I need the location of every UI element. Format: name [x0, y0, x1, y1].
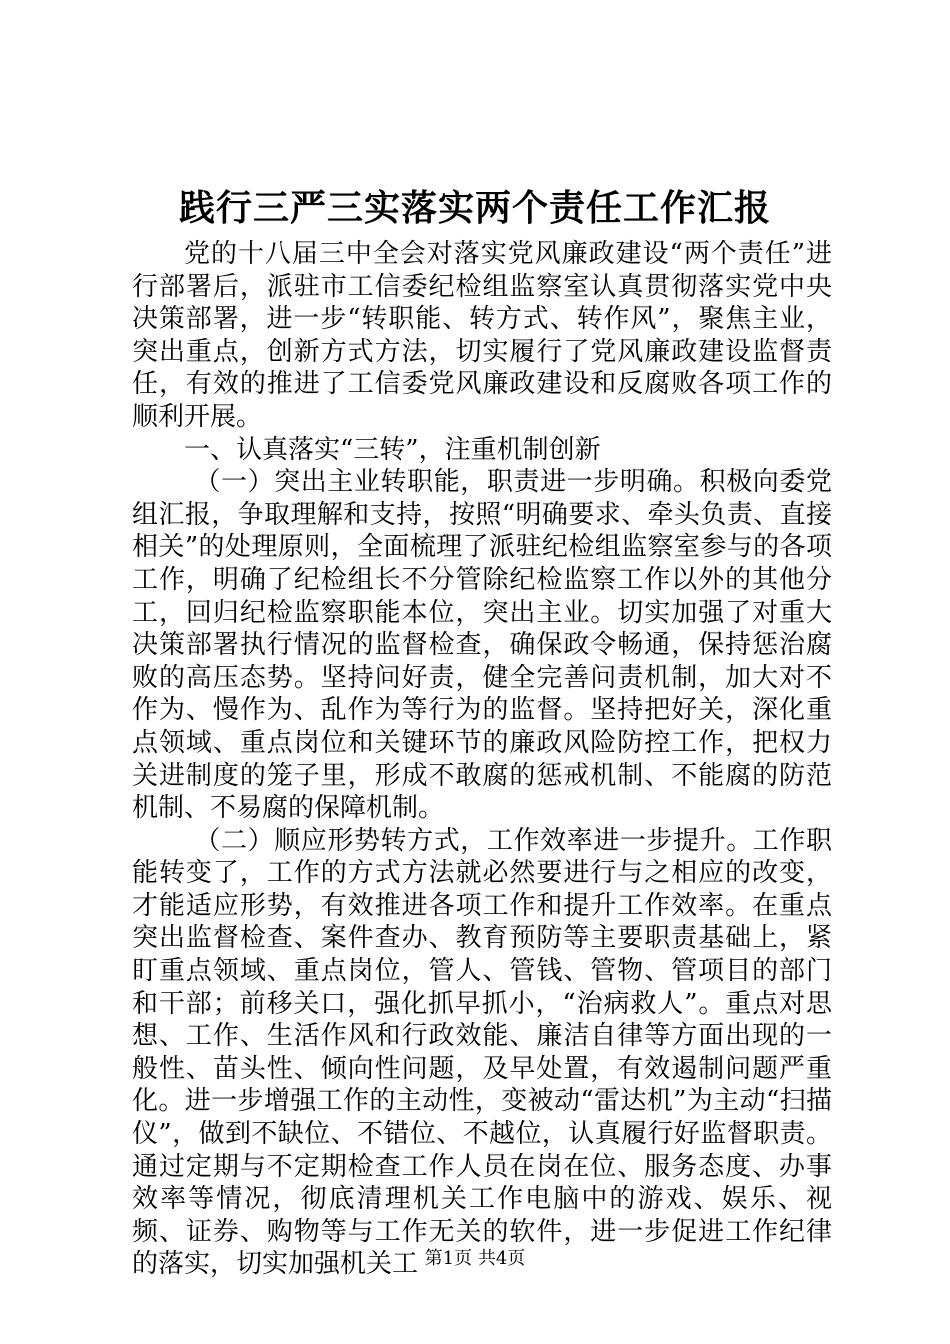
document-title: 践行三严三实落实两个责任工作汇报 [178, 187, 771, 229]
section-heading: 一、认真落实“三转”，注重机制创新 [184, 434, 601, 465]
document-body [132, 238, 832, 1281]
intro-paragraph: 党的十八届三中全会对落实党风廉政建设“两个责任”进行部署后，派驻市工信委纪检组监察室认真贯彻落实党中央决策部署，进一步“转职能、转方式、转作风”，聚焦主业，突出重点，创新方式方法，切实履行了党风廉政建设监督责任，有效的推进了工信委党风廉政建设和反腐败各项工作的顺利开展。 [132, 239, 832, 432]
subsection-1-paragraph: （一）突出主业转职能，职责进一步明确。积极向委党组汇报，争取理解和支持，按照“明确要求、牵头负责、直接相关”的处理原则，全面梳理了派驻纪检组监察室参与的各项工作，明确了纪检组长不分管除纪检监察工作以外的其他分工，回归纪检监察职能本位，突出主业。切实加强了对重大决策部署执行情况的监督检查，确保政令畅通，保持惩治腐败的高压态势。坚持问好责，健全完善问责机制，加大对不作为、慢作为、乱作为等行为的监督。坚持把好关，深化重点领域、重点岗位和关键环节的廉政风险防控工作，把权力关进制度的笼子里，形成不敢腐的惩戒机制、不能腐的防范机制、不易腐的保障机制。 [132, 467, 832, 824]
subsection-2-paragraph: （二）顺应形势转方式，工作效率进一步提升。工作职能转变了，工作的方式方法就必然要进行与之相应的改变，才能适应形势，有效推进各项工作和提升工作效率。在重点突出监督检查、案件查办、教育预防等主要职责基础上，紧盯重点领域、重点岗位，管人、管钱、管物、管项目的部门和干部；前移关口，强化抓早抓小，“治病救人”。重点对思想、工作、生活作风和行政效能、廉洁自律等方面出现的一般性、苗头性、倾向性问题，及早处置，有效遏制问题严重化。进一步增强工作的主动性，变被动“雷达机”为主动“扫描仪”，做到不缺位、不错位、不越位，认真履行好监督职责。通过定期与不定期检查工作人员在岗在位、服务态度、办事效率等情况，彻底清理机关工作电脑中的游戏、娱乐、视频、证券、购物等与工作无关的软件，进一步促进工作纪律的落实，切实加强机关工 [132, 825, 832, 1280]
page-footer: 第1页 共4页 [424, 1248, 526, 1269]
